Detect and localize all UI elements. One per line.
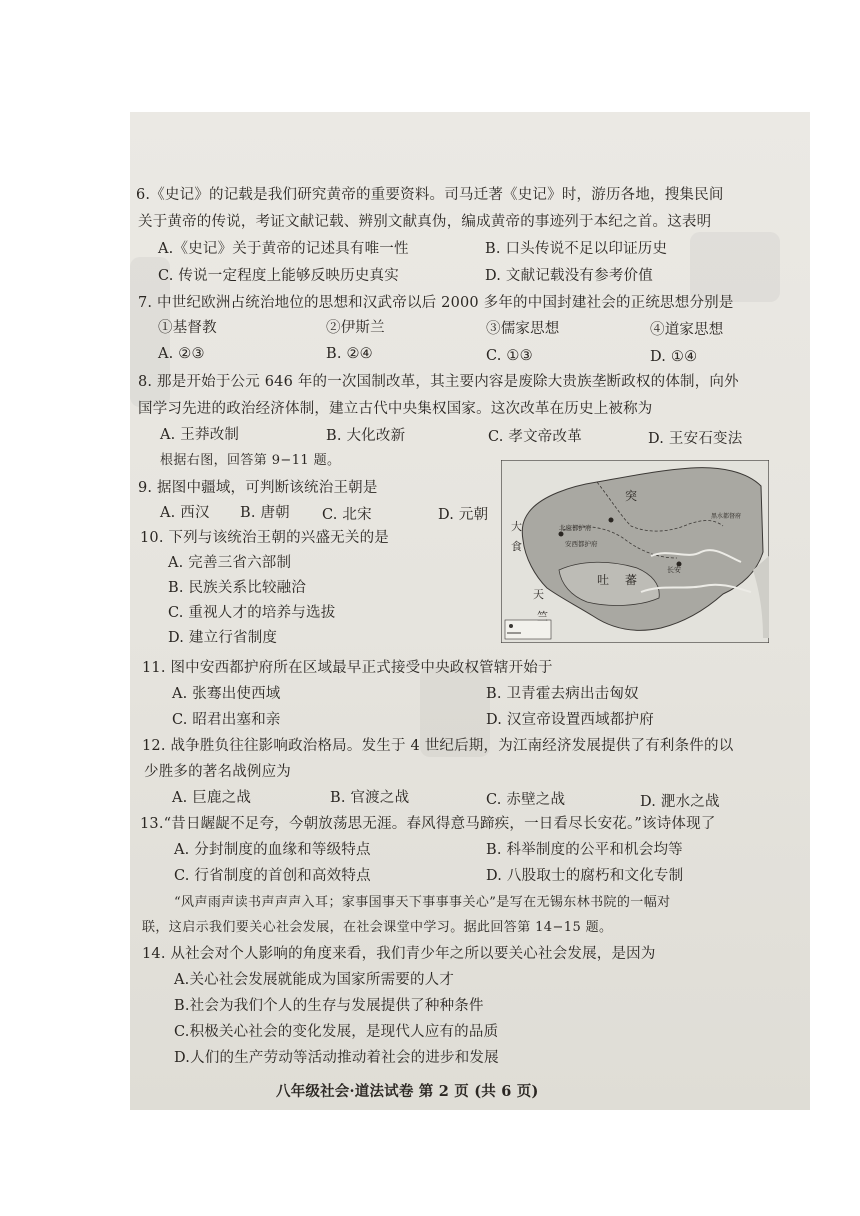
- q6-stem-line1: 6.《史记》的记载是我们研究黄帝的重要资料。司马迁著《史记》时，游历各地，搜集民间: [136, 187, 724, 203]
- q13-option-c[interactable]: C. 行省制度的首创和高效特点: [174, 868, 371, 884]
- q9-option-d[interactable]: D. 元朝: [438, 507, 489, 523]
- q6-option-d[interactable]: D. 文献记载没有参考价值: [485, 268, 653, 284]
- q11-option-b[interactable]: B. 卫青霍去病出击匈奴: [486, 686, 639, 702]
- map-label-shi: 食: [511, 540, 522, 553]
- map-label-zhu: 竺: [537, 610, 548, 623]
- q7-option-d[interactable]: D. ①④: [650, 349, 698, 365]
- map-label-changan: 长安: [667, 566, 681, 574]
- q13-option-d[interactable]: D. 八股取士的腐朽和文化专制: [486, 868, 684, 884]
- q7-option-b[interactable]: B. ②④: [326, 346, 373, 362]
- q12-stem-line2: 少胜多的著名战例应为: [144, 764, 291, 780]
- q14-option-d[interactable]: D.人们的生产劳动等活动推动着社会的进步和发展: [174, 1050, 499, 1066]
- q13-option-b[interactable]: B. 科举制度的公平和机会均等: [486, 842, 683, 858]
- q8-option-a[interactable]: A. 王莽改制: [160, 427, 240, 443]
- q11-option-d[interactable]: D. 汉宣帝设置西域都护府: [486, 712, 654, 728]
- q10-option-a[interactable]: A. 完善三省六部制: [168, 555, 292, 571]
- map-label-tujue: 突: [625, 489, 638, 503]
- q10-option-b[interactable]: B. 民族关系比较融洽: [168, 580, 307, 596]
- note-q14-15-line2: 联，这启示我们要关心社会发展，在社会课堂中学习。据此回答第 14−15 题。: [142, 920, 613, 935]
- q14-option-c[interactable]: C.积极关心社会的变化发展，是现代人应有的品质: [174, 1024, 499, 1040]
- q9-option-b[interactable]: B. 唐朝: [240, 505, 290, 521]
- q7-option-c[interactable]: C. ①③: [486, 348, 533, 364]
- q7-item4: ④道家思想: [650, 322, 724, 338]
- note-q14-15-line1: “风声雨声读书声声声入耳；家事国事天下事事事关心”是写在无锡东林书院的一幅对: [174, 895, 671, 910]
- page-footer: 八年级社会·道法试卷 第 2 页 (共 6 页): [276, 1083, 539, 1100]
- q11-option-c[interactable]: C. 昭君出塞和亲: [172, 712, 281, 728]
- q12-option-c[interactable]: C. 赤壁之战: [486, 792, 566, 808]
- q9-stem: 9. 据图中疆域，可判断该统治王朝是: [138, 480, 378, 496]
- q7-option-a[interactable]: A. ②③: [158, 346, 205, 362]
- q8-stem-line1: 8. 那是开始于公元 646 年的一次国制改革，其主要内容是废除大贵族垄断政权的体制，向外: [138, 374, 739, 390]
- exam-page: [130, 112, 810, 1110]
- q12-option-d[interactable]: D. 淝水之战: [640, 794, 720, 810]
- q12-stem-line1: 12. 战争胜负往往影响政治格局。发生于 4 世纪后期，为江南经济发展提供了有利条件的以: [142, 738, 734, 754]
- map-label-tubo2: 蕃: [625, 573, 638, 587]
- anxi-dot: [559, 532, 564, 537]
- q8-stem-line2: 国学习先进的政治经济体制，建立古代中央集权国家。这次改革在历史上被称为: [138, 401, 653, 417]
- q10-stem: 10. 下列与该统治王朝的兴盛无关的是: [140, 530, 389, 546]
- map-label-heishui: 黑水都督府: [711, 513, 742, 520]
- q9-option-a[interactable]: A. 西汉: [160, 505, 210, 521]
- map-label-tubo: 吐: [597, 573, 610, 587]
- q13-option-a[interactable]: A. 分封制度的血缘和等级特点: [174, 842, 371, 858]
- q7-item1: ①基督教: [158, 320, 217, 336]
- q14-option-a[interactable]: A.关心社会发展就能成为国家所需要的人才: [174, 972, 455, 988]
- q14-option-b[interactable]: B.社会为我们个人的生存与发展提供了种种条件: [174, 998, 484, 1014]
- note-q9-11: 根据右图，回答第 9−11 题。: [160, 453, 341, 468]
- q8-option-c[interactable]: C. 孝文帝改革: [488, 429, 582, 445]
- q10-option-c[interactable]: C. 重视人才的培养与选拔: [168, 605, 336, 621]
- q8-option-d[interactable]: D. 王安石变法: [648, 431, 743, 447]
- map-graphic: [501, 460, 769, 643]
- legend-marker: [509, 624, 513, 628]
- tang-territory-map: [501, 460, 769, 643]
- q11-stem: 11. 图中安西都护府所在区域最早正式接受中央政权管辖开始于: [142, 660, 553, 676]
- q12-option-a[interactable]: A. 巨鹿之战: [172, 790, 252, 806]
- q6-option-c[interactable]: C. 传说一定程度上能够反映历史真实: [158, 268, 399, 284]
- q7-item3: ③儒家思想: [486, 321, 560, 337]
- q12-option-b[interactable]: B. 官渡之战: [330, 790, 410, 806]
- q8-option-b[interactable]: B. 大化改新: [326, 428, 406, 444]
- q7-stem: 7. 中世纪欧洲占统治地位的思想和汉武帝以后 2000 多年的中国封建社会的正统思想分别是: [138, 295, 734, 311]
- q10-option-d[interactable]: D. 建立行省制度: [168, 630, 278, 646]
- map-label-tian: 天: [533, 588, 544, 601]
- map-label-beiting: 北庭都护府: [559, 524, 592, 532]
- q11-option-a[interactable]: A. 张骞出使西域: [172, 686, 281, 702]
- beiting-dot: [609, 518, 614, 523]
- q6-option-a[interactable]: A.《史记》关于黄帝的记述具有唯一性: [158, 241, 409, 257]
- map-label-anxi: 安西都护府: [565, 540, 598, 548]
- map-label-da: 大: [511, 520, 522, 533]
- q14-stem: 14. 从社会对个人影响的角度来看，我们青少年之所以要关心社会发展，是因为: [142, 946, 656, 962]
- bleed-through: [690, 232, 780, 302]
- q6-stem-line2: 关于黄帝的传说，考证文献记载、辨别文献真伪，编成黄帝的事迹列于本纪之首。这表明: [138, 214, 712, 230]
- q9-option-c[interactable]: C. 北宋: [322, 507, 372, 523]
- q7-item2: ②伊斯兰: [326, 320, 385, 336]
- q13-stem: 13.“昔日龌龊不足夸，今朝放荡思无涯。春风得意马蹄疾，一日看尽长安花。”该诗体现了: [140, 816, 716, 832]
- q6-option-b[interactable]: B. 口头传说不足以印证历史: [485, 241, 668, 257]
